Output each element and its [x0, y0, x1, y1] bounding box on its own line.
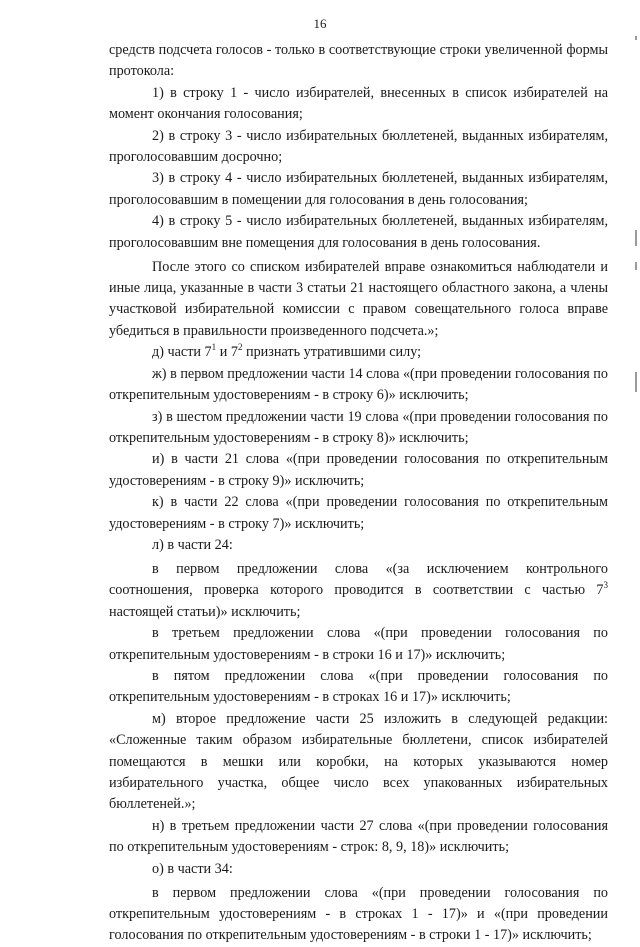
text-segment: настоящей статьи)» исключить;	[109, 603, 301, 620]
text-segment: признать утратившими силу;	[242, 344, 422, 361]
text-segment: в первом предложении слова «(за исключением контрольного соотношения, проверка которого проводится в соответствии с частью 7	[109, 560, 608, 599]
paragraph-i: и) в части 21 слова «(при проведении голосования по открепительным удостоверениям - в строку 9)» исключить;	[109, 451, 608, 489]
paragraph-z: з) в шестом предложении части 19 слова «(при проведении голосования по открепительным удостоверениям - в строку 8)» исключить;	[109, 408, 608, 446]
paragraph-l-first	[109, 559, 608, 623]
scan-edge-mark	[635, 36, 637, 40]
paragraph-item-3: 3) в строку 4 - число избирательных бюллетеней, выданных избирателям, проголосовавшим в помещении для голосования в день голосования;	[109, 170, 608, 208]
superscript: 3	[603, 579, 608, 590]
paragraph-item-2: 2) в строку 3 - число избирательных бюллетеней, выданных избирателям, проголосовавшим досрочно;	[109, 127, 608, 166]
text-segment: д) части 7	[152, 344, 212, 361]
paragraph-d	[109, 342, 608, 363]
paragraph-item-4: 4) в строку 5 - число избирательных бюллетеней, выданных избирателям, проголосовавшим вне помещения для голосования в день голосования.	[109, 213, 608, 251]
document-body	[109, 40, 608, 947]
page-number: 16	[313, 16, 327, 31]
paragraph-n: н) в третьем предложении части 27 слова «(при проведении голосования по открепительным удостоверениям - строк: 8, 9, 18)» исключить;	[109, 817, 608, 856]
paragraph-m: м) второе предложение части 25 изложить в следующей редакции: «Сложенные таким образом избирательные бюллетени, список избирателей помещаются в мешки или коробки, на которых указываются номер избирательного участка, общее число всех упакованных избирательных бюллетеней.»;	[109, 710, 608, 813]
paragraph-o: о) в части 34:	[152, 860, 233, 877]
superscript: 2	[237, 341, 243, 352]
scan-edge-mark	[635, 230, 637, 246]
text-segment: и 7	[216, 344, 238, 361]
paragraph-l-third: в третьем предложении слова «(при проведении голосования по открепительным удостоверениям - в строки 16 и 17)» исключить;	[109, 625, 608, 663]
paragraph-k: к) в части 22 слова «(при проведении голосования по открепительным удостоверениям - в строку 7)» исключить;	[109, 494, 608, 532]
paragraph-item-1: 1) в строку 1 - число избирателей, внесенных в список избирателей на момент окончания голосования;	[109, 84, 608, 123]
scan-edge-mark	[635, 262, 637, 270]
paragraph-l-fifth: в пятом предложении слова «(при проведении голосования по открепительным удостоверениям - в строках 16 и 17)» исключить;	[109, 667, 608, 706]
paragraph-observers: После этого со списком избирателей вправе ознакомиться наблюдатели и иные лица, указанные в части 3 статьи 21 настоящего областного закона, а члены участковой избирательной комиссии с правом совещательного голоса вправе убедиться в правильности произведенного подсчета.»;	[109, 258, 608, 339]
paragraph-zh: ж) в первом предложении части 14 слова «(при проведении голосования по открепительным удостоверениям - в строку 6)» исключить;	[109, 365, 608, 404]
scan-edge-mark	[635, 372, 637, 392]
superscript: 1	[211, 341, 217, 352]
paragraph-l: л) в части 24:	[152, 536, 233, 553]
paragraph-o-first: в первом предложении слова «(при проведении голосования по открепительным удостоверениям - в строках 1 - 17)» и «(при проведении голосования по открепительным удостоверениям - в строки 1 - 17)» исключить;	[109, 884, 608, 944]
paragraph-continuation: средств подсчета голосов - только в соответствующие строки увеличенной формы протокола:	[109, 42, 608, 80]
